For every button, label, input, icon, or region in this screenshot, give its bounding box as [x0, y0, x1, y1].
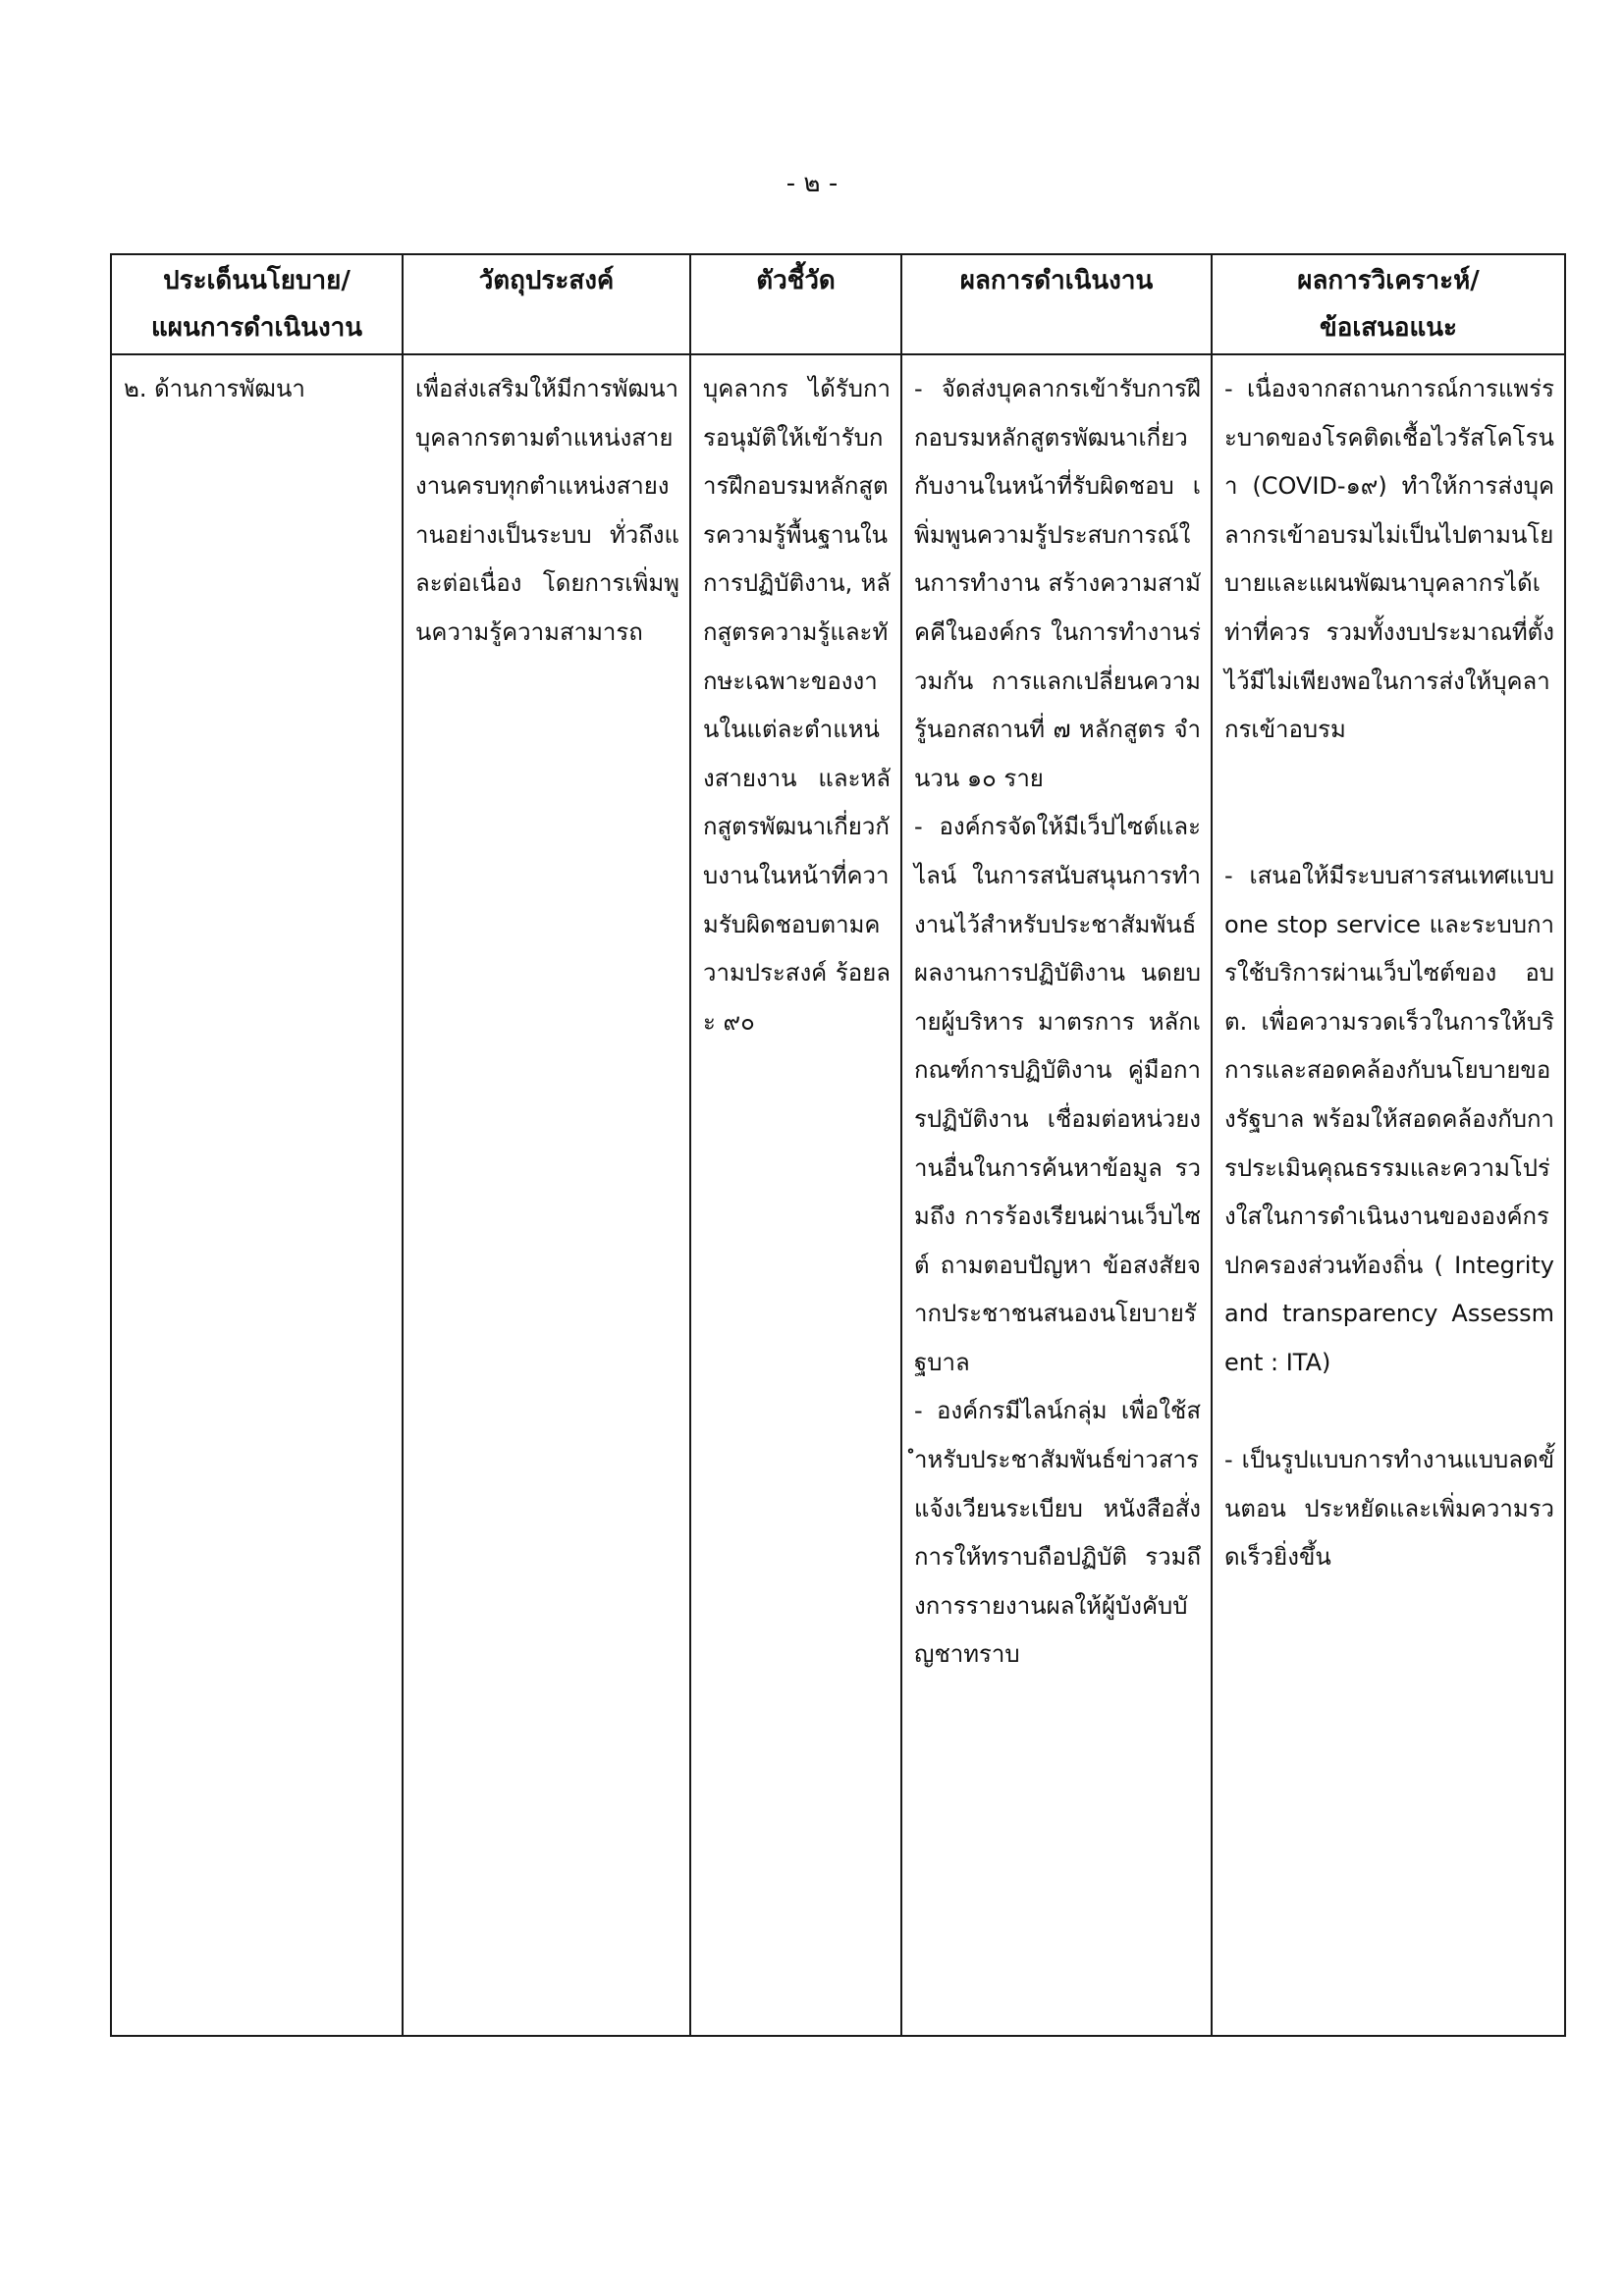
header-policy-line-2: แผนการดำเนินงาน — [150, 313, 363, 343]
cell-results — [901, 354, 1212, 2036]
analysis-item-2: - เสนอให้มีระบบสารสนเทศแบบ one stop service และระบบการใช้บริการผ่านเว็บไซต์ของ อบต. เพื่อความรวดเร็วในการให้บริการและสอดคล้องกับนโยบายของรัฐบาล พร้อมให้สอดคล้องกับการประเมินคุณธรรมและความโปร่งใสในการดำเนินงานขององค์กรปกครองส่วนท้องถิ่น ( Integrity and transparency Assessment : ITA) — [1224, 861, 1554, 1376]
analysis-spacer — [1224, 1387, 1554, 1436]
result-item-3: - องค์กรมีไลน์กลุ่ม เพื่อใช้สำหรับประชาสัมพันธ์ข่าวสาร แจ้งเวียนระเบียบ หนังสือสั่งการให้ทราบถือปฏิบัติ รวมถึงการรายงานผลให้ผู้บังคับบัญชาทราบ — [914, 1397, 1201, 1669]
header-policy-line-1: ประเด็นนโยบาย/ — [163, 266, 351, 295]
analysis-item-1: - เนื่องจากสถานการณ์การแพร่ระบาดของโรคติดเชื้อไวรัสโคโรนา (COVID-๑๙) ทำให้การส่งบุคลากรเข้าอบรมไม่เป็นไปตามนโยบายและแผนพัฒนาบุคลากรได้เท่าที่ควร รวมทั้งงบประมาณที่ตั้งไว้มีไม่เพียงพอในการส่งให้บุคลากรเข้าอบรม — [1224, 375, 1554, 744]
header-analysis-line-1: ผลการวิเคราะห์/ — [1297, 266, 1480, 295]
header-results — [901, 254, 1212, 354]
cell-analysis — [1212, 354, 1565, 2036]
table-body — [111, 354, 1565, 2036]
policy-text: ๒. ด้านการพัฒนา — [124, 375, 305, 402]
header-analysis-line-2: ข้อเสนอแนะ — [1319, 313, 1458, 343]
header-objective — [403, 254, 690, 354]
result-item-1: - จัดส่งบุคลากรเข้ารับการฝึกอบรมหลักสูตรพัฒนาเกี่ยวกับงานในหน้าที่รับผิดชอบ เพิ่มพูนความรู้ประสบการณ์ในการทำงาน สร้างความสามัคคีในองค์กร ในการทำงานร่วมกัน การแลกเปลี่ยนความรู้นอกสถานที่ ๗ หลักสูตร จำนวน ๑๐ ราย — [914, 375, 1201, 792]
analysis-text — [1224, 365, 1554, 1582]
table-header — [111, 254, 1565, 354]
cell-objective — [403, 354, 690, 2036]
header-row — [111, 254, 1565, 354]
header-indicator — [690, 254, 901, 354]
header-objective-line-1: วัตถุประสงค์ — [478, 266, 615, 295]
header-policy — [111, 254, 403, 354]
cell-policy — [111, 354, 403, 2036]
analysis-item-3: - เป็นรูปแบบการทำงานแบบลดขั้นตอน ประหยัดและเพิ่มความรวดเร็วยิ่งขึ้น — [1224, 1446, 1554, 1572]
result-item-2: - องค์กรจัดให้มีเว็ปไซต์และไลน์ ในการสนับสนุนการทำงานไว้สำหรับประชาสัมพันธ์ผลงานการปฏิบัติงาน นดยบายผู้บริหาร มาตรการ หลักเกณฑ์การปฏิบัติงาน คู่มือการปฏิบัติงาน เชื่อมต่อหน่วยงานอื่นในการค้นหาข้อมูล รวมถึง การร้องเรียนผ่านเว็บไซต์ ถามตอบปัญหา ข้อสงสัยจากประชาชนสนองนโยบายรัฐบาล — [914, 813, 1201, 1376]
objective-text: เพื่อส่งเสริมให้มีการพัฒนาบุคลากรตามตำแหน่งสายงานครบทุกตำแหน่งสายงานอย่างเป็นระบบ ทั่วถึงและต่อเนื่อง โดยการเพิ่มพูนความรู้ความสามารถ — [415, 375, 679, 646]
cell-indicator — [690, 354, 901, 2036]
page-number: - ๒ - — [785, 169, 839, 198]
indicator-text: บุคลากร ได้รับการอนุมัติให้เข้ารับการฝึกอบรมหลักสูตรความรู้พื้นฐานในการปฏิบัติงาน, หลักสูตรความรู้และทักษะเฉพาะของงานในแต่ละตำแหน่งสายงาน และหลักสูตรพัฒนาเกี่ยวกับงานในหน้าที่ความรับผิดชอบตามความประสงค์ ร้อยละ ๙๐ — [703, 375, 891, 1036]
table-row — [111, 354, 1565, 2036]
header-indicator-line-1: ตัวชี้วัด — [756, 266, 836, 295]
results-text — [914, 365, 1201, 1680]
header-results-line-1: ผลการดำเนินงาน — [959, 266, 1154, 295]
analysis-spacer — [1224, 755, 1554, 804]
analysis-spacer — [1224, 803, 1554, 852]
policy-results-table — [110, 253, 1566, 2037]
header-analysis — [1212, 254, 1565, 354]
